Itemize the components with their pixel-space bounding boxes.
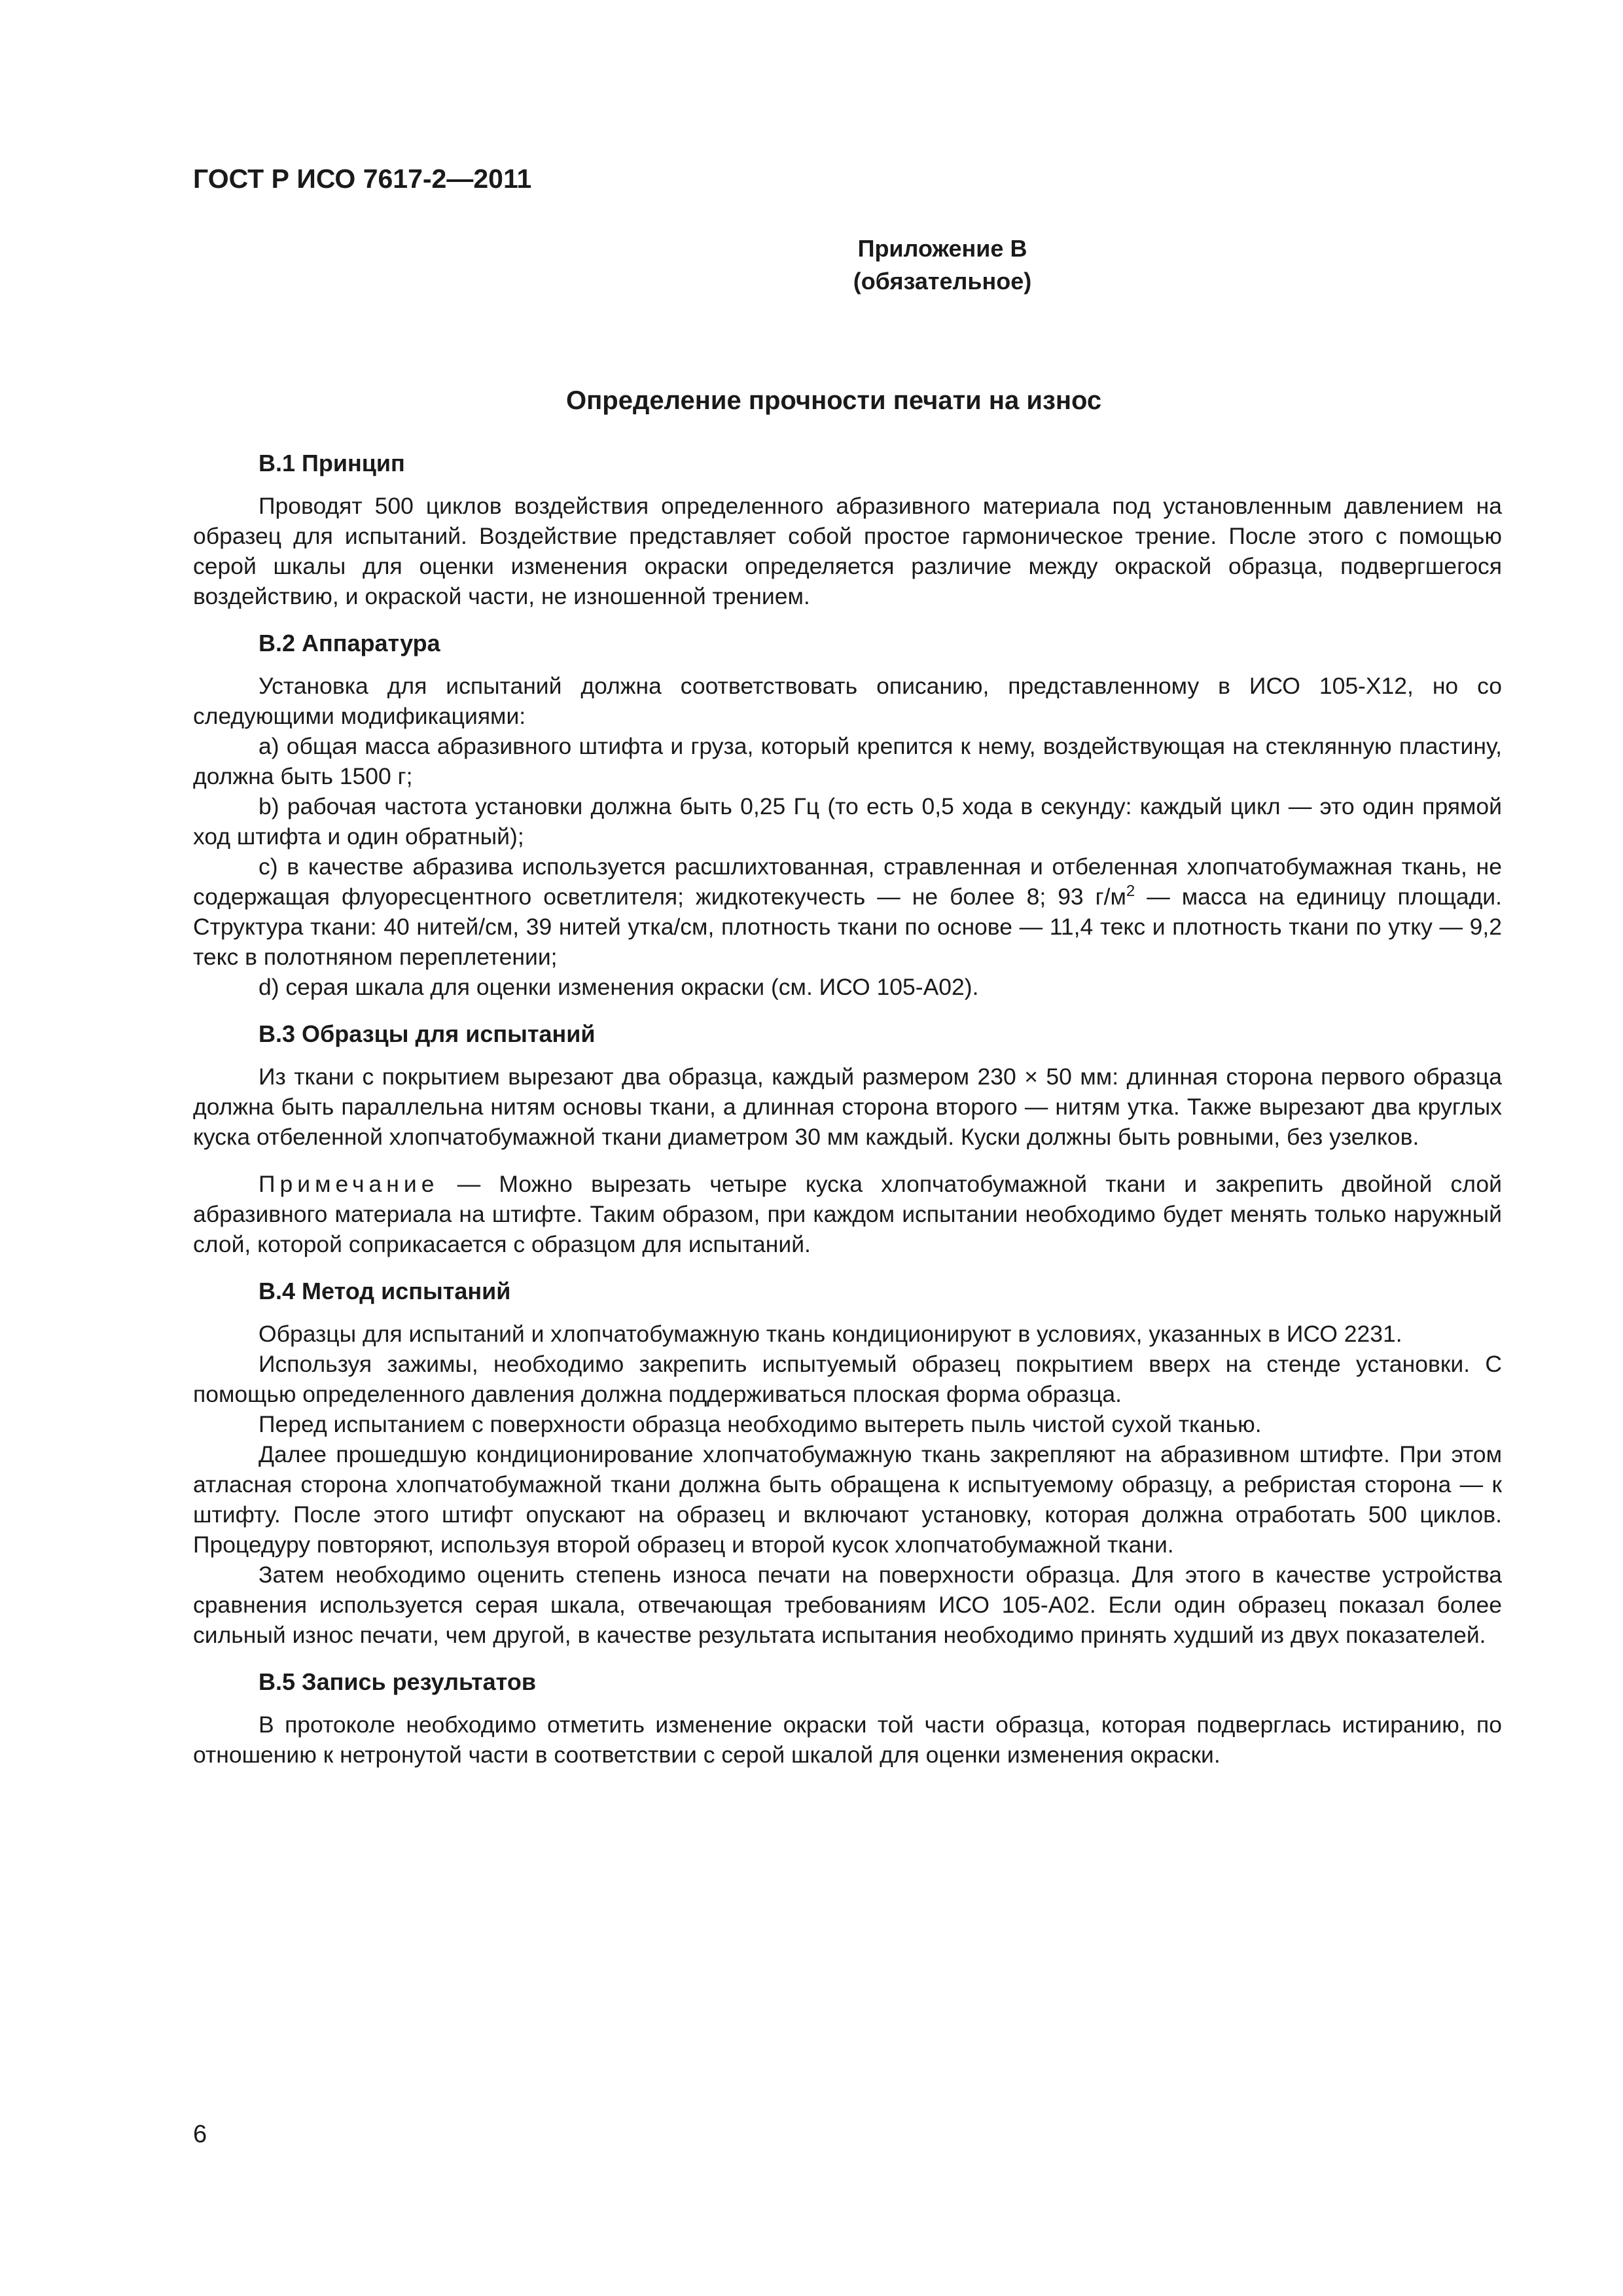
section-title: В.2 Аппаратура	[259, 630, 440, 656]
list-item-b: b) рабочая частота установки должна быть 0,25 Гц (то есть 0,5 хода в секунду: каждый цикл — это один прямой ход штифта и один обратный);	[193, 793, 1502, 850]
paragraph: Проводят 500 циклов воздействия определенного абразивного материала под установленным давлением на образец для испытаний. Воздействие представляет собой простое гармоническое трение. После этого с помощью серой шкалы для оценки изменения окраски определяется различие между окраской образца, подвергшегося воздействию, и окраской части, не изношенной трением.	[193, 493, 1502, 609]
note-label: Примечание	[259, 1171, 439, 1197]
annex-label: Приложение В	[857, 235, 1027, 262]
section-b2	[193, 628, 1502, 1002]
paragraph: Перед испытанием с поверхности образца необходимо вытереть пыль чистой сухой тканью.	[259, 1411, 1262, 1437]
superscript: 2	[1126, 882, 1135, 901]
list-item-a: а) общая масса абразивного штифта и груза, который крепится к нему, воздействующая на стеклянную пластину, должна быть 1500 г;	[193, 733, 1502, 789]
document-body	[193, 448, 1502, 1770]
note-text: — Можно вырезать четыре куска хлопчатобумажной ткани и закрепить двойной слой абразивного материала на штифте. Таким образом, при каждом испытании необходимо будет менять только наружный слой, которой соприкасается с образцом для испытаний.	[193, 1171, 1502, 1257]
annex-heading	[0, 232, 1623, 298]
section-title: В.4 Метод испытаний	[259, 1278, 511, 1304]
paragraph: Из ткани с покрытием вырезают два образца, каждый размером 230 × 50 мм: длинная сторона первого образца должна быть параллельна нитям основы ткани, а длинная сторона второго — нитям утка. Также вырезают два круглых куска отбеленной хлопчатобумажной ткани диаметром 30 мм каждый. Куски должны быть ровными, без узелков.	[193, 1064, 1502, 1150]
paragraph: В протоколе необходимо отметить изменение окраски той части образца, которая подверглась истиранию, по отношению к нетронутой части в соответствии с серой шкалой для оценки изменения окраски.	[193, 1712, 1502, 1768]
section-title: В.1 Принцип	[259, 450, 405, 476]
annex-title: Определение прочности печати на износ	[566, 386, 1102, 415]
section-title: В.3 Образцы для испытаний	[259, 1020, 596, 1047]
list-item-c-text-cont: — масса на единицу площади. Структура ткани: 40 нитей/см, 39 нитей утка/см, плотность ткани по основе — 11,4 текс и плотность ткани по утку — 9,2 текс в полотняном переплетении;	[193, 884, 1502, 970]
paragraph: Используя зажимы, необходимо закрепить испытуемый образец покрытием вверх на стенде установки. С помощью определенного давления должна поддерживаться плоская форма образца.	[193, 1351, 1502, 1407]
paragraph: Образцы для испытаний и хлопчатобумажную ткань кондиционируют в условиях, указанных в ИСО 2231.	[259, 1321, 1402, 1347]
section-b4	[193, 1276, 1502, 1650]
paragraph: Далее прошедшую кондиционирование хлопчатобумажную ткань закрепляют на абразивном штифте. При этом атласная сторона хлопчатобумажной ткани должна быть обращена к испытуемому образцу, а ребристая сторона — к штифту. После этого штифт опускают на образец и включают установку, которая должна отработать 500 циклов. Процедуру повторяют, используя второй образец и второй кусок хлопчатобумажной ткани.	[193, 1441, 1502, 1558]
section-b1	[193, 448, 1502, 611]
document-code: ГОСТ Р ИСО 7617-2—2011	[193, 164, 532, 194]
paragraph: Затем необходимо оценить степень износа печати на поверхности образца. Для этого в качестве устройства сравнения используется серая шкала, отвечающая требованиям ИСО 105-А02. Если один образец показал более сильный износ печати, чем другой, в качестве результата испытания необходимо принять худший из двух показателей.	[193, 1562, 1502, 1648]
annex-status: (обязательное)	[853, 268, 1032, 295]
list-item-c	[193, 852, 1502, 972]
list-item-d: d) серая шкала для оценки изменения окраски (см. ИСО 105-А02).	[259, 974, 979, 1000]
paragraph: Установка для испытаний должна соответствовать описанию, представленному в ИСО 105-Х12, но со следующими модификациями:	[193, 673, 1502, 729]
section-b3	[193, 1019, 1502, 1259]
page-number: 6	[193, 2121, 207, 2148]
section-title: В.5 Запись результатов	[259, 1668, 536, 1695]
list-item-c-text: с) в качестве абразива используется расшлихтованная, стравленная и отбеленная хлопчатобумажная ткань, не содержащая флуоресцентного осветлителя; жидкотекучесть — не более 8; 93 г/м	[193, 853, 1502, 910]
section-b5	[193, 1667, 1502, 1770]
note	[193, 1169, 1502, 1259]
